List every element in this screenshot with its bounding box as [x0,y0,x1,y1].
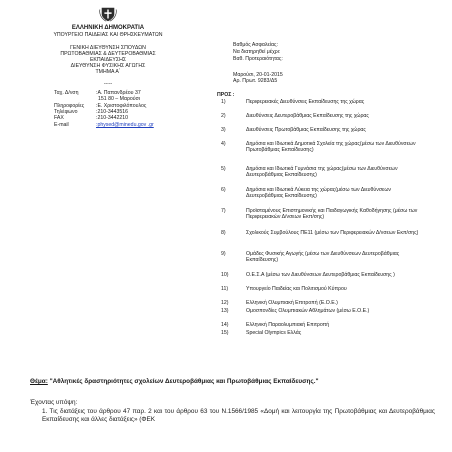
recipient-item [221,330,426,336]
subject-text: "Αθλητικές δραστηριότητες σχολείων Δευτεροβάθμιας και Πρωτοβάθμιας Εκπαίδευσης." [49,378,319,385]
recipient-item [221,286,426,292]
recipient-text: Δημόσια και Ιδιωτικά Λύκεια της χώρας(μέσω των Διευθύνσεων Δευτεροβάθμιας Εκπαίδευσης) [246,187,391,200]
contact-label: FAX [54,115,64,121]
recipient-text: Ελληνική Παραολυμπιακή Επιτροπή [246,322,330,328]
recipient-text: Υπουργείο Παιδείας και Πολιτισμού Κύπρου [246,286,347,292]
recipient-number: 4) [221,141,226,147]
greek-emblem-icon [99,5,117,23]
recipient-item [221,166,426,179]
recipient-text: Διευθύνσεις Πρωτοβάθμιας Εκπαίδευσης της χώρας [246,127,366,133]
recipient-number: 12) [221,300,229,306]
retention-label: Να διατηρηθεί μέχρι: [233,49,281,55]
recipient-item [221,141,426,154]
recipient-text: Ελληνική Ολυμπιακή Επιτροπή (Ε.Ο.Ε.) [246,300,338,306]
recipient-text: Περιφερειακές Διευθύνσεις Εκπαίδευσης της χώρας [246,99,365,105]
recipient-number: 11) [221,286,229,292]
recipient-number: 15) [221,330,229,336]
recipient-item [221,300,426,306]
recipient-number: 14) [221,322,229,328]
recipient-text: Special Olympics Ελλάς [246,330,302,336]
recipient-number: 7) [221,208,226,214]
contact-label: Πληροφορίες [54,103,85,109]
contact-value: :Ε. Χριστοφιλόπουλος [96,103,147,109]
contact-postcode [54,96,140,102]
subject-label: Θέμα: [30,378,48,385]
contact-email [54,122,154,128]
directorate-line-2: ΠΡΩΤΟΒΑΘΜΙΑΣ & ΔΕΥΤΕΡΟΒΑΘΜΙΑΣ [60,51,156,57]
contact-label: Τηλέφωνο [54,109,78,115]
recipient-number: 9) [221,251,226,257]
recipient-text: Σχολικούς Συμβούλους ΠΕ11 (μέσω των Περιφερειακών Δ/νσεων Εκπ/σης) [246,230,419,236]
contact-label: E-mail [54,122,69,128]
recipient-item [221,187,426,200]
directorate-line-1: ΓΕΝΙΚΗ ΔΙΕΥΘΥΝΣΗ ΣΠΟΥΔΩΝ [70,45,146,51]
protocol-number: Αρ. Πρωτ. 9283/Δ5 [233,78,278,84]
contact-value: 151 80 – Μαρούσι [98,96,140,102]
recipient-number: 5) [221,166,226,172]
date-line: Μαρούσι, 20-01-2015 [233,72,283,78]
contact-value: :210-3443516 [96,109,129,115]
security-level-label: Βαθμός Ασφαλείας: [233,42,278,48]
recipient-number: 13) [221,308,229,314]
retention-period [233,49,280,55]
recipient-text: Προϊσταμένους Επιστημονικής και Παιδαγωγικής Καθοδήγησης (μέσω των Περιφερειακών Δ/νσεων Εκπ/σης) [246,208,418,221]
recipient-item [221,99,426,105]
header-separator: ----- [103,81,113,87]
recipient-text: Ομοσπονδίες Ολυμπιακών Αθλημάτων (μέσω Ε.Ο.Ε.) [246,308,370,314]
ministry-title: ΥΠΟΥΡΓΕΙΟ ΠΑΙΔΕΙΑΣ ΚΑΙ ΘΡΗΣΚΕΥΜΑΤΩΝ [53,32,163,38]
recipient-item [221,127,426,133]
recipient-text: Διευθύνσεις Δευτεροβάθμιας Εκπαίδευσης της χώρας [246,113,369,119]
priority-level [233,56,283,62]
recipient-item [221,230,426,236]
recipient-number: 1) [221,99,226,105]
recipient-item [221,113,426,119]
recipient-item [221,322,426,328]
recipient-item [221,272,426,278]
contact-value: :210-3442210 [96,115,129,121]
having-in-mind: Έχοντας υπόψη: [30,399,78,406]
recipient-text: Ο.Ε.Σ.Α (μέσω των Διευθύνσεων Δευτεροβάθμιας Εκπαίδευσης ) [246,272,395,278]
security-level [233,42,278,48]
contact-fax [54,115,128,121]
email-link[interactable]: :physed@minedu.gov .gr [96,122,154,128]
priority-label: Βαθ. Προτεραιότητας: [233,56,283,62]
recipient-text: Δημόσια και Ιδιωτικά Γυμνάσια της χώρας(μέσω των Διευθύνσεων Δευτεροβάθμιας Εκπαίδευσης) [246,166,398,179]
recipient-item [221,208,426,221]
directorate-line-5: ΤΜΗΜΑ Α΄ [95,69,121,75]
recipient-text: Δημόσια και Ιδιωτικά Δημοτικά Σχολεία της χώρας(μέσω των Διευθύνσεων Πρωτοβάθμιας Εκπαίδευσης) [246,141,416,154]
recipient-number: 10) [221,272,229,278]
recipient-text: Ομάδες Φυσικής Αγωγής (μέσω των Διευθύνσεων Δευτεροβάθμιας Εκπαίδευσης) [246,251,400,264]
recipients-title: ΠΡΟΣ : [217,92,235,98]
recipient-item [221,251,426,264]
recipient-number: 3) [221,127,226,133]
recipient-number: 6) [221,187,226,193]
recipient-item [221,308,426,314]
body-item-1: 1. Τις διατάξεις του άρθρου 47 παρ. 2 και του άρθρου 63 του Ν.1566/1985 «Δομή και λειτουργία της Πρωτοβάθμιας και Δευτεροβάθμιας Εκπαίδευσης και άλλες διατάξεις» (ΦΕΚ [42,408,435,423]
recipient-number: 2) [221,113,226,119]
contact-value: :Α. Παπανδρέου 37 [96,90,141,96]
directorate-line-4: ΔΙΕΥΘΥΝΣΗ ΦΥΣΙΚΗΣ ΑΓΩΓΗΣ [70,63,146,69]
republic-title: ΕΛΛΗΝΙΚΗ ΔΗΜΟΚΡΑΤΙΑ [71,25,145,31]
recipient-number: 8) [221,230,226,236]
contact-label: Ταχ. Δ/νση [54,90,79,96]
directorate-line-3: ΕΚΠΑΙΔΕΥΣΗΣ [89,57,127,63]
subject-block [30,378,435,386]
